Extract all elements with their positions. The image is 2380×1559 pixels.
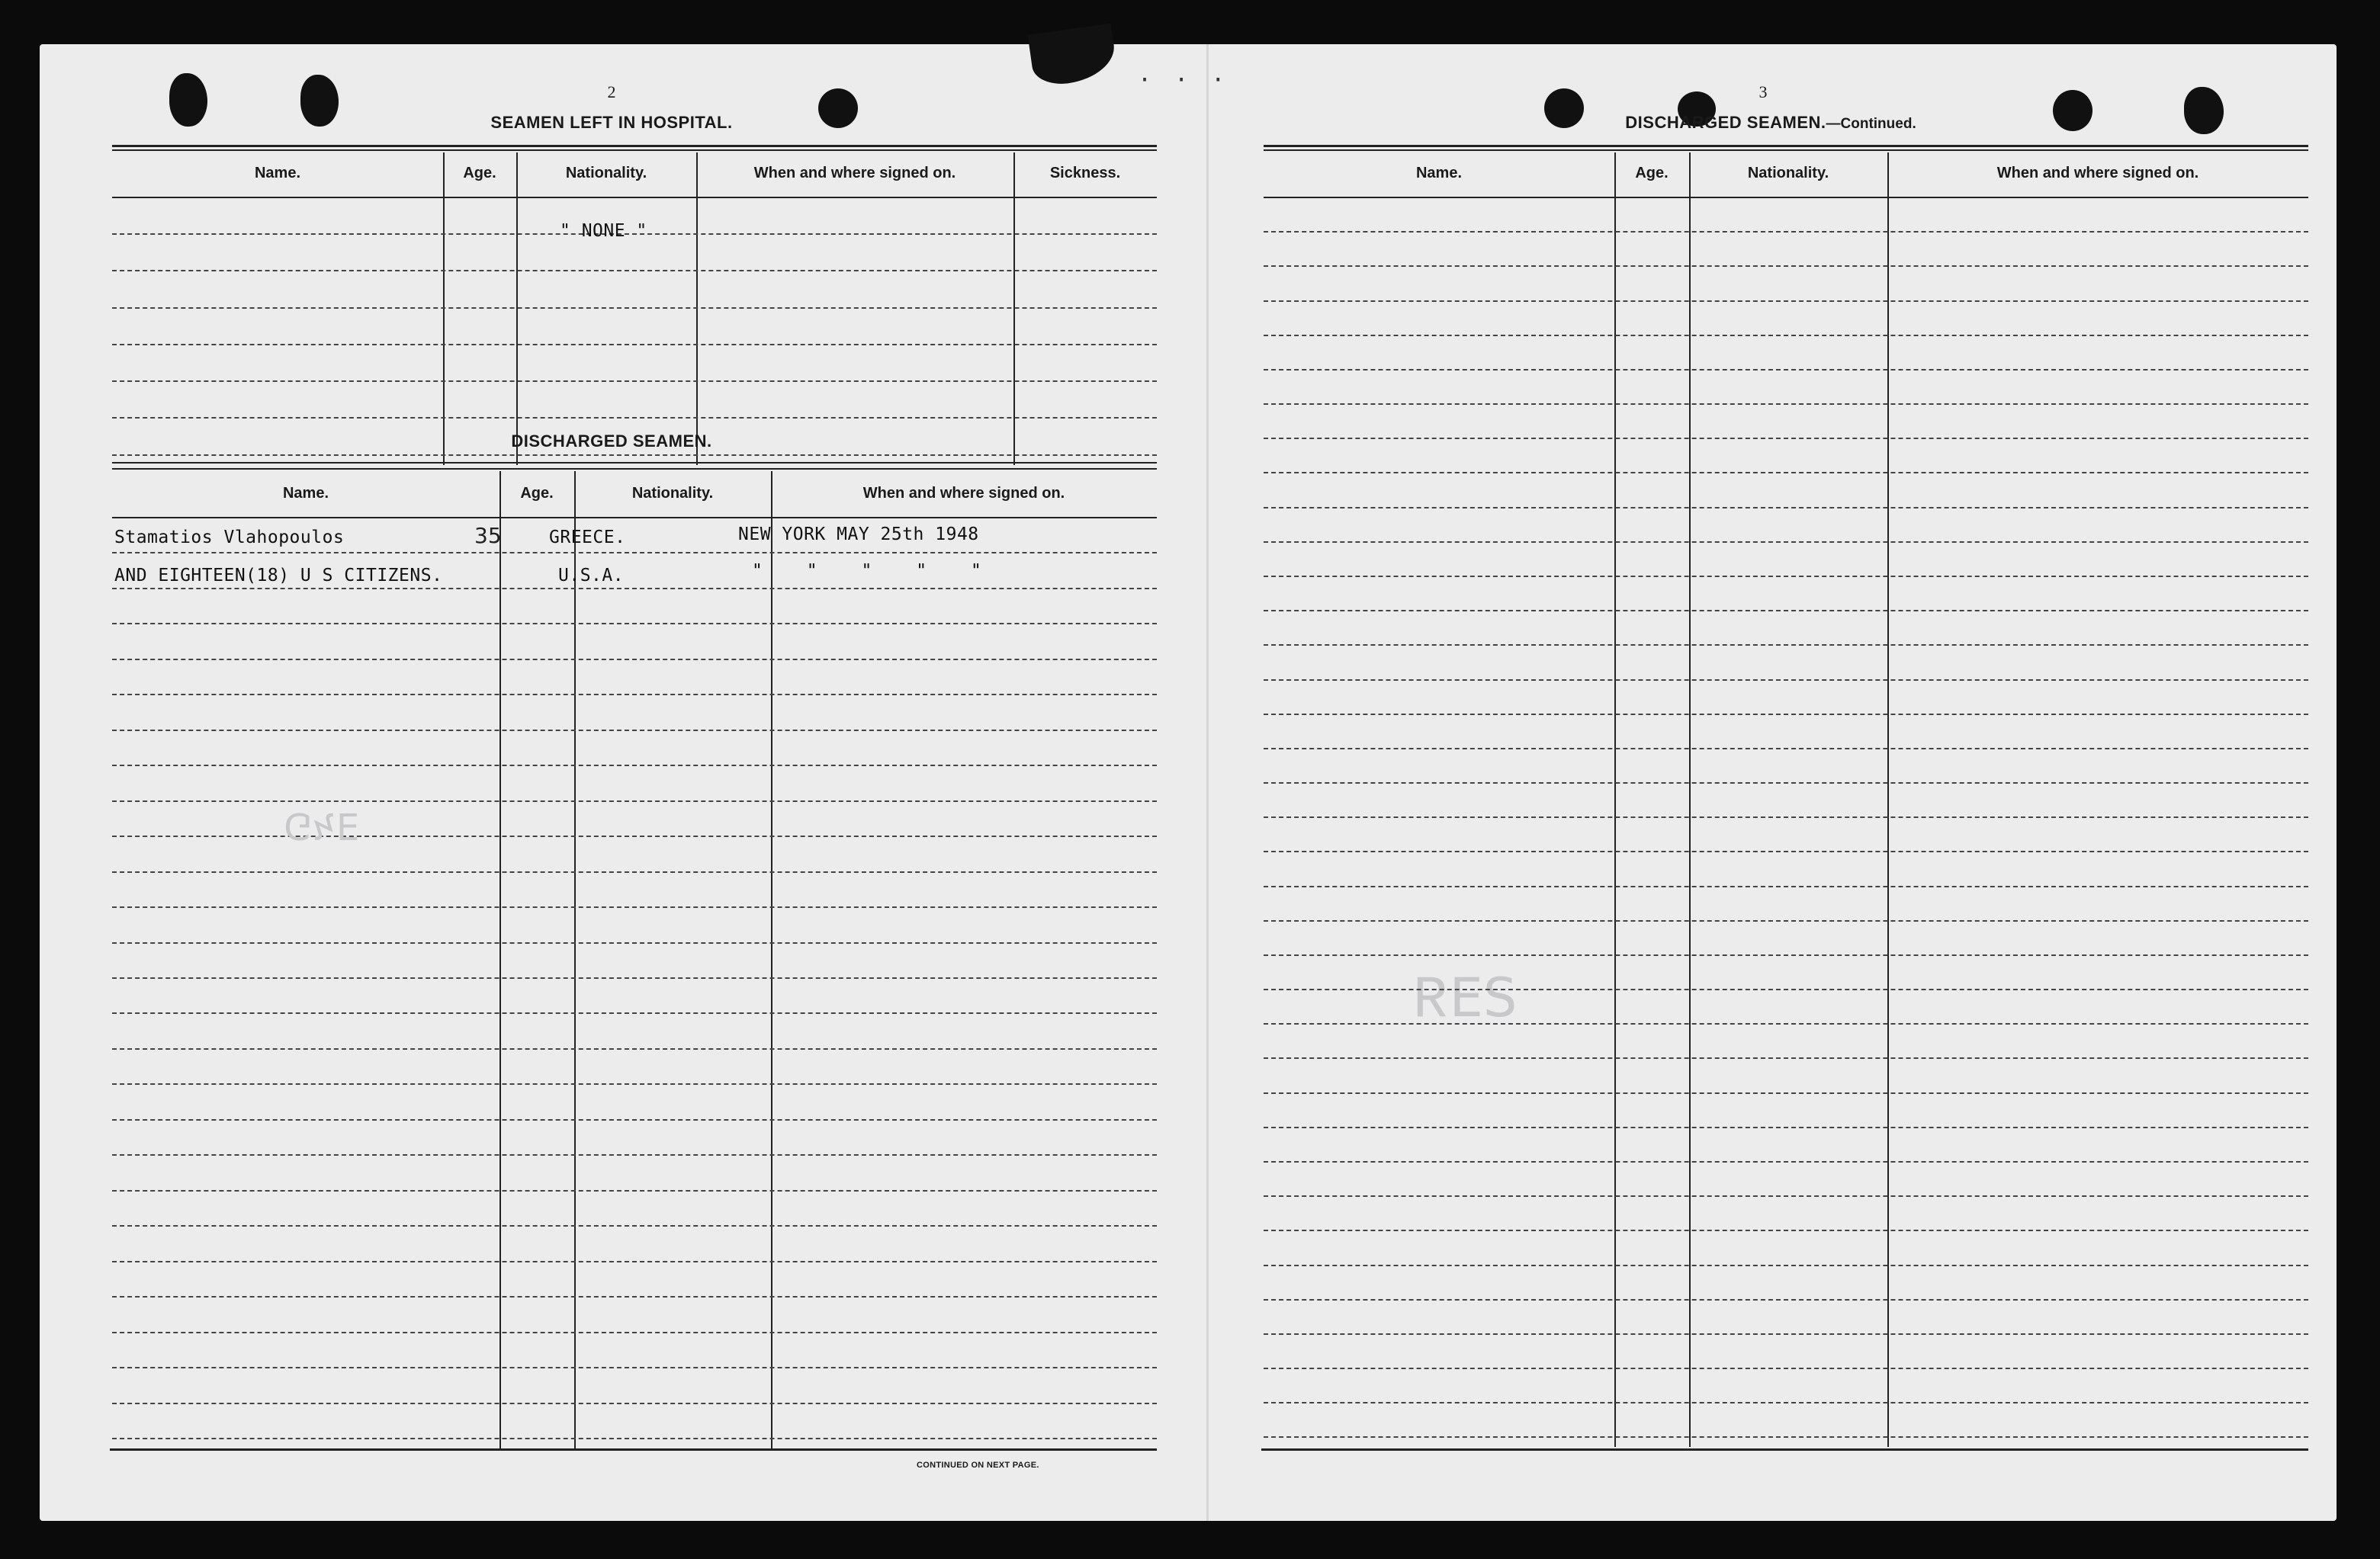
col-age-header: Age. [520, 485, 554, 502]
continued-footer: CONTINUED ON NEXT PAGE. [917, 1461, 1039, 1470]
dotted-rule-line [1264, 403, 2308, 405]
double-rule [1264, 149, 2308, 151]
dotted-rule-line [1264, 438, 2308, 439]
torn-edge [1028, 24, 1119, 88]
dotted-rule-line [112, 659, 1157, 660]
col-sickness-header: Sickness. [1049, 165, 1121, 181]
discharged-table-header [112, 471, 1157, 518]
dotted-rule-line [112, 906, 1157, 908]
hospital-section-title: SEAMEN LEFT IN HOSPITAL. [490, 113, 733, 132]
dotted-rule-line [1264, 1195, 2308, 1197]
dotted-rule-line [1264, 576, 2308, 577]
dotted-row-lines [112, 517, 1157, 1448]
row1-nationality: GREECE. [549, 528, 626, 547]
dotted-rule-line [1264, 886, 2308, 887]
ink-smudge: · · · [1138, 67, 1230, 94]
dotted-rule-line [1264, 1057, 2308, 1059]
bleed-through-mark: ƎϞ⅁ [284, 807, 360, 849]
dotted-rule-line [1264, 1299, 2308, 1301]
dotted-rule-line [1264, 748, 2308, 749]
row1-age: 35 [474, 523, 502, 548]
dotted-rule-line [112, 380, 1157, 382]
document-sheet [40, 44, 2337, 1521]
col-age-header: Age. [1635, 165, 1669, 181]
col-name-header: Name. [282, 485, 329, 502]
dotted-rule-line [1264, 541, 2308, 543]
dotted-rule-line [1264, 851, 2308, 852]
row2-name: AND EIGHTEEN(18) U S CITIZENS. [114, 566, 443, 585]
dotted-rule-line [1264, 644, 2308, 646]
col-name-header: Name. [1415, 165, 1463, 181]
punch-hole [300, 75, 339, 127]
dotted-rule-line [112, 1154, 1157, 1156]
double-rule [1264, 145, 2308, 147]
col-nationality-header: Nationality. [565, 165, 647, 181]
punch-hole [2053, 90, 2093, 131]
col-signed-on-header: When and where signed on. [1996, 165, 2199, 181]
dotted-rule-line [112, 730, 1157, 731]
dotted-rule-line [112, 1048, 1157, 1050]
rule [112, 468, 1157, 470]
dotted-rule-line [112, 454, 1157, 456]
dotted-rule-line [1264, 714, 2308, 715]
col-age-header: Age. [463, 165, 496, 181]
dotted-rule-line [1264, 507, 2308, 508]
dotted-rule-line [1264, 1230, 2308, 1231]
row1-name: Stamatios Vlahopoulos [114, 528, 345, 547]
page-number-left: 2 [607, 82, 616, 101]
dotted-rule-line [1264, 369, 2308, 371]
dotted-rule-line [112, 552, 1157, 553]
dotted-rule-line [112, 417, 1157, 419]
dotted-rule-line [1264, 335, 2308, 336]
punch-hole [169, 73, 207, 127]
dotted-rule-line [1264, 231, 2308, 233]
col-signed-on-header: When and where signed on. [753, 165, 956, 181]
dotted-rule-line [1264, 782, 2308, 784]
dotted-rule-line [1264, 300, 2308, 302]
dotted-rule-line [112, 588, 1157, 589]
dotted-rule-line [1264, 816, 2308, 818]
discharged-section-title: DISCHARGED SEAMEN. [511, 431, 712, 451]
dotted-rule-line [1264, 265, 2308, 267]
dotted-rule-line [112, 344, 1157, 345]
dotted-rule-line [112, 694, 1157, 695]
dotted-rule-line [112, 307, 1157, 309]
dotted-rule-line [1264, 679, 2308, 681]
dotted-rule-line [112, 1083, 1157, 1085]
col-nationality-header: Nationality. [631, 485, 714, 502]
bottom-rule [110, 1448, 1157, 1451]
col-nationality-header: Nationality. [1747, 165, 1829, 181]
dotted-rule-line [1264, 1023, 2308, 1025]
dotted-rule-line [1264, 920, 2308, 922]
double-rule [112, 145, 1157, 147]
dotted-rule-line [112, 800, 1157, 802]
dotted-rule-line [1264, 472, 2308, 473]
row2-signed-on-ditto: " " " " " [752, 561, 982, 581]
dotted-rule-line [112, 942, 1157, 944]
col-name-header: Name. [254, 165, 301, 181]
dotted-rule-line [1264, 1092, 2308, 1094]
bottom-rule [1261, 1448, 2308, 1451]
discharged-continued-title [1534, 113, 2007, 133]
dotted-rule-line [112, 871, 1157, 873]
dotted-rule-line [112, 1438, 1157, 1439]
page-fold [1206, 44, 1209, 1521]
dotted-rule-line [112, 1296, 1157, 1298]
discharged-continued-title-text: DISCHARGED SEAMEN. [1625, 113, 1826, 132]
dotted-rule-line [112, 1119, 1157, 1121]
dotted-rule-line [1264, 954, 2308, 956]
dotted-rule-line [1264, 1402, 2308, 1403]
dotted-rule-line [112, 1012, 1157, 1014]
punch-hole [2184, 87, 2224, 134]
dotted-rule-line [112, 977, 1157, 979]
rule [112, 462, 1157, 464]
continued-suffix: —Continued. [1826, 116, 1916, 132]
bleed-through-mark: ƧƎЯ [1412, 967, 1518, 1029]
row2-nationality: U.S.A. [558, 566, 625, 585]
dotted-rule-line [1264, 610, 2308, 611]
dotted-rule-line [112, 623, 1157, 624]
dotted-rule-line [112, 1332, 1157, 1333]
dotted-rule-line [112, 765, 1157, 766]
dotted-rule-line [112, 1367, 1157, 1368]
double-rule [112, 149, 1157, 151]
dotted-rule-line [112, 836, 1157, 837]
dotted-rule-line [112, 1225, 1157, 1227]
dotted-rule-line [1264, 1333, 2308, 1335]
right-table-header [1264, 152, 2308, 198]
row1-signed-on: NEW YORK MAY 25th 1948 [738, 524, 979, 544]
dotted-rule-line [112, 1190, 1157, 1192]
dotted-rule-line [112, 270, 1157, 271]
dotted-rule-line [1264, 1265, 2308, 1266]
discharged-table [112, 471, 1157, 1448]
col-signed-on-header: When and where signed on. [862, 485, 1065, 502]
hospital-table [112, 152, 1157, 465]
dotted-row-lines [1264, 197, 2308, 1447]
dotted-rule-line [1264, 1127, 2308, 1128]
dotted-rule-line [1264, 1436, 2308, 1438]
hospital-none-entry: " NONE " [560, 221, 647, 241]
dotted-rule-line [112, 1261, 1157, 1262]
discharged-continued-table [1264, 152, 2308, 1447]
dotted-rule-line [112, 1403, 1157, 1404]
page-number-right: 3 [1759, 82, 1768, 101]
dotted-rule-line [1264, 1161, 2308, 1163]
dotted-rule-line [1264, 1368, 2308, 1369]
dotted-rule-line [1264, 989, 2308, 990]
hospital-table-header [112, 152, 1157, 198]
